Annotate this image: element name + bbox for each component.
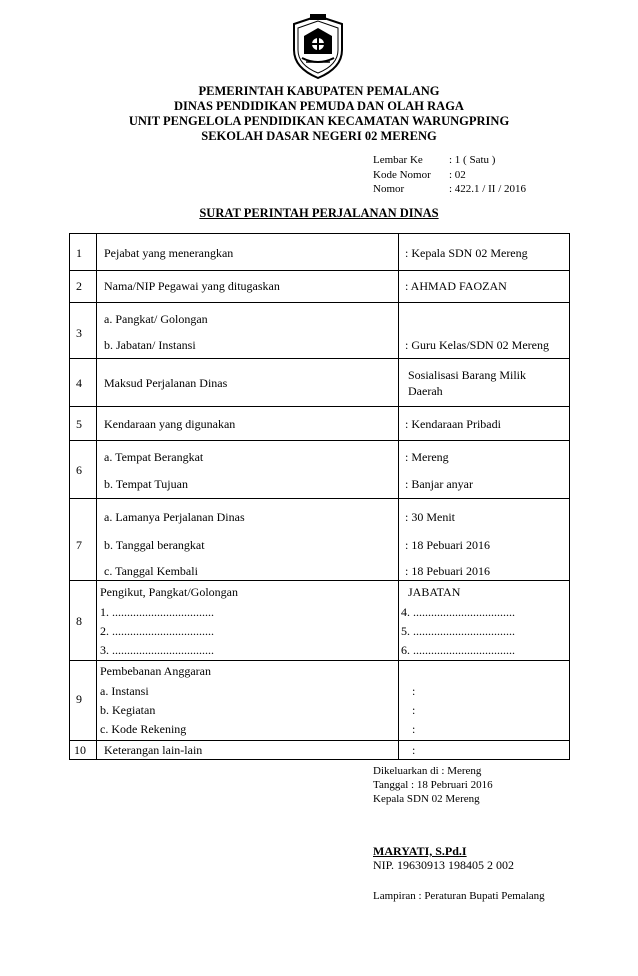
- row-sublabel: a. Tempat Berangkat: [104, 450, 204, 464]
- row-sublabel: a. Lamanya Perjalanan Dinas: [104, 510, 245, 524]
- row-value: :: [412, 703, 416, 717]
- row-sublabel: c. Tanggal Kembali: [104, 564, 198, 578]
- table-row-divider: [70, 660, 569, 661]
- row-label: Pejabat yang menerangkan: [104, 246, 234, 260]
- row-value: :: [412, 684, 416, 698]
- row-number: 6: [76, 463, 82, 477]
- issued-at: Dikeluarkan di : Mereng: [373, 765, 482, 777]
- row-label: Nama/NIP Pegawai yang ditugaskan: [104, 279, 280, 293]
- meta-key: Nomor: [373, 183, 405, 195]
- signer-name: MARYATI, S.Pd.I: [373, 844, 467, 858]
- meta-value: : 1 ( Satu ): [449, 154, 496, 166]
- row-sublabel: Pembebanan Anggaran: [100, 664, 211, 678]
- table-column-divider: [398, 234, 399, 759]
- spd-table: [69, 233, 570, 760]
- follower-line: 3. ..................................: [100, 643, 214, 657]
- document-meta: [373, 153, 526, 197]
- row-label: Maksud Perjalanan Dinas: [104, 376, 228, 390]
- row-number: 10: [74, 743, 86, 757]
- row-value: Daerah: [408, 384, 443, 398]
- regency-emblem-icon: [288, 14, 348, 80]
- meta-row: [373, 153, 526, 168]
- row-label: Keterangan lain-lain: [104, 743, 203, 757]
- meta-key: Kode Nomor: [373, 168, 431, 181]
- follower-line: 2. ..................................: [100, 624, 214, 638]
- row-number: 4: [76, 376, 82, 390]
- header-line-2: DINAS PENDIDIKAN PEMUDA DAN OLAH RAGA: [174, 99, 464, 113]
- row-label: Kendaraan yang digunakan: [104, 417, 236, 431]
- row-number: 8: [76, 614, 82, 628]
- row-value: Sosialisasi Barang Milik: [408, 368, 526, 382]
- row-number: 7: [76, 538, 82, 552]
- table-row-divider: [70, 580, 569, 581]
- row-value: : 18 Pebuari 2016: [405, 538, 490, 552]
- table-row-divider: [70, 302, 569, 303]
- row-value: : 30 Menit: [405, 510, 455, 524]
- meta-key: Lembar Ke: [373, 154, 423, 166]
- table-row-divider: [70, 740, 569, 741]
- row-value: :: [412, 743, 416, 757]
- position-line: 4. ..................................: [401, 605, 515, 619]
- signer-nip: NIP. 19630913 198405 2 002: [373, 858, 515, 872]
- meta-row: [373, 168, 526, 183]
- document-title: SURAT PERINTAH PERJALANAN DINAS: [199, 206, 439, 220]
- meta-value: : 02: [449, 168, 466, 181]
- row-number: 3: [76, 326, 82, 340]
- position-line: 6. ..................................: [401, 643, 515, 657]
- row-value: : Kepala SDN 02 Mereng: [405, 246, 528, 260]
- row-value: : Mereng: [405, 450, 449, 464]
- table-row-divider: [70, 440, 569, 441]
- signer-title: Kepala SDN 02 Mereng: [373, 793, 480, 805]
- row-number: 5: [76, 417, 82, 431]
- table-row-divider: [70, 406, 569, 407]
- row-sublabel: b. Kegiatan: [100, 703, 156, 717]
- row-value: :: [412, 722, 416, 736]
- header-line-4: SEKOLAH DASAR NEGERI 02 MERENG: [201, 129, 437, 143]
- meta-row: [373, 182, 526, 197]
- row-number: 2: [76, 279, 82, 293]
- table-row-divider: [70, 498, 569, 499]
- position-line: 5. ..................................: [401, 624, 515, 638]
- table-row-divider: [70, 270, 569, 271]
- row-sublabel: c. Kode Rekening: [100, 722, 187, 736]
- attachment-note: Lampiran : Peraturan Bupati Pemalang: [373, 890, 545, 902]
- row-value: : 18 Pebuari 2016: [405, 564, 490, 578]
- row-sublabel: b. Jabatan/ Instansi: [104, 338, 196, 352]
- row-value: : Guru Kelas/SDN 02 Mereng: [405, 338, 549, 352]
- row-value: : AHMAD FAOZAN: [405, 279, 507, 293]
- table-column-divider: [96, 234, 97, 759]
- row-sublabel: JABATAN: [408, 585, 461, 599]
- meta-value: : 422.1 / II / 2016: [449, 183, 526, 195]
- row-number: 1: [76, 246, 82, 260]
- row-sublabel: a. Pangkat/ Golongan: [104, 312, 208, 326]
- row-value: : Banjar anyar: [405, 477, 473, 491]
- issued-date: Tanggal : 18 Pebruari 2016: [373, 779, 493, 791]
- row-sublabel: b. Tanggal berangkat: [104, 538, 205, 552]
- table-row-divider: [70, 358, 569, 359]
- row-sublabel: b. Tempat Tujuan: [104, 477, 188, 491]
- row-number: 9: [76, 692, 82, 706]
- follower-line: 1. ..................................: [100, 605, 214, 619]
- row-sublabel: Pengikut, Pangkat/Golongan: [100, 585, 238, 599]
- header-line-1: PEMERINTAH KABUPATEN PEMALANG: [198, 84, 440, 98]
- row-value: : Kendaraan Pribadi: [405, 417, 501, 431]
- row-sublabel: a. Instansi: [100, 684, 149, 698]
- header-line-3: UNIT PENGELOLA PENDIDIKAN KECAMATAN WARUNGPRING: [128, 114, 510, 128]
